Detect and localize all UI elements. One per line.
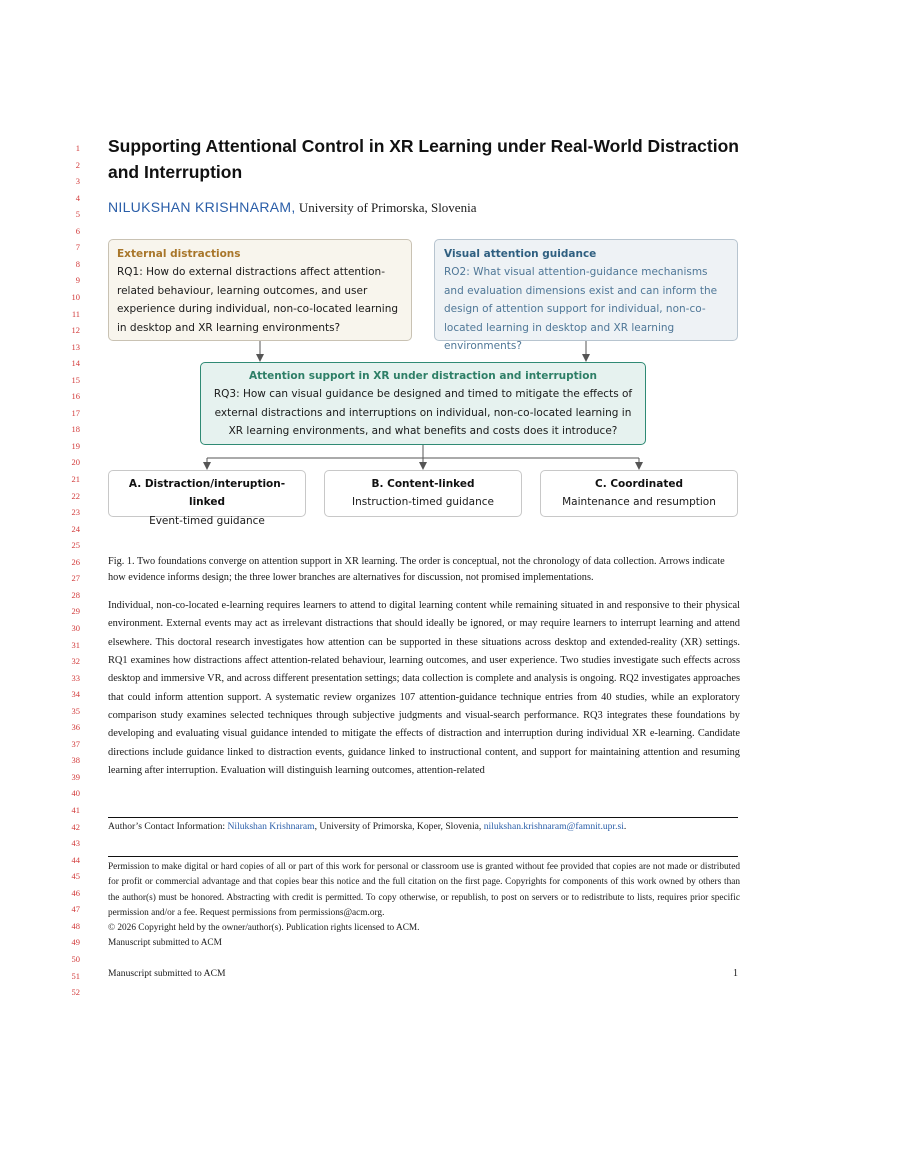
- line-number: 7: [75, 242, 80, 253]
- line-number: 47: [71, 904, 80, 915]
- line-number: 1: [75, 143, 80, 153]
- line-number: 41: [71, 805, 80, 815]
- branch-a-heading: A. Distraction/interuption-linked: [128, 478, 286, 509]
- line-number: 10: [71, 291, 80, 302]
- line-number: 16: [71, 391, 80, 402]
- author-name: NILUKSHAN KRISHNARAM,: [108, 199, 296, 215]
- line-number: 4: [75, 192, 80, 203]
- line-number: 22: [71, 490, 80, 501]
- contact-end: .: [623, 821, 627, 832]
- branch-c-subtitle: Maintenance and resumption: [562, 496, 716, 509]
- attention-support-heading: Attention support in XR under distraction and interruption: [249, 370, 597, 382]
- line-number: 42: [71, 821, 80, 832]
- copyright-line: © 2026 Copyright held by the owner/author(s). Publication rights licensed to ACM.: [108, 923, 420, 934]
- line-number: 23: [71, 507, 80, 518]
- visual-attention-guidance-heading: Visual attention guidance: [444, 248, 597, 260]
- line-number: 46: [71, 887, 80, 898]
- line-number: 14: [71, 358, 80, 369]
- rq3-text: RQ3: How can visual guidance be designed and timed to mitigate the effects of external distractions and interruptions on individual, non-co-located learning in XR learning environments, and what benefits and costs does it introduce?: [213, 388, 633, 438]
- author-affiliation: University of Primorska, Slovenia: [295, 200, 477, 215]
- line-number: 25: [71, 540, 80, 551]
- line-number: 36: [71, 722, 80, 733]
- branch-a-subtitle: Event-timed guidance: [149, 514, 265, 527]
- line-number: 26: [71, 556, 80, 567]
- line-number: 20: [71, 457, 80, 468]
- line-number: 43: [71, 838, 80, 849]
- branch-b-heading: B. Content-linked: [371, 478, 475, 490]
- line-number: 30: [71, 622, 80, 633]
- rq2-text: RO2: What visual attention-guidance mechanisms and evaluation dimensions exist and can inform the design of attention support for individual, non-co-located learning in desktop and XR learning environments?: [444, 266, 718, 353]
- branch-a-box: [108, 470, 306, 527]
- line-number: 3: [75, 176, 80, 187]
- line-number: 29: [71, 606, 80, 617]
- permission-block: [108, 860, 740, 952]
- line-number: 13: [71, 341, 80, 352]
- line-number: 5: [75, 209, 80, 220]
- line-number: 38: [71, 755, 80, 766]
- line-number: 9: [75, 275, 80, 286]
- line-number: 28: [71, 589, 80, 600]
- page-number: 1: [733, 968, 738, 979]
- contact-label: Author’s Contact Information:: [108, 821, 228, 832]
- footer-manuscript: Manuscript submitted to ACM: [108, 968, 226, 979]
- line-number: 51: [71, 970, 80, 981]
- branch-c-heading: C. Coordinated: [595, 478, 683, 490]
- body-paragraph: Individual, non-co-located e-learning requires learners to attend to digital learning content while remaining situated in and responsive to their physical environment. External events may act as irrelevant distractions that should ideally be ignored, or may require learners to interrupt learning and attend elsewhere. This doctoral research investigates how attention can be supported in these situations across desktop and extended-reality (XR) settings. RQ1 examines how distractions affect attention-related behaviour, learning outcomes, and user experience. Two studies investigate such effects across desktop and immersive VR, and across different presentation settings; data collection is complete and analysis is ongoing. RQ2 investigates approaches that could inform attention support. A systematic review organizes 107 attention-guidance technique entries from 40 studies, while an exploratory comparison study examines selected techniques through subjective judgments and visual-search performance. RQ3 integrates these foundations by developing and evaluating visual guidance intended to mitigate the effects of distraction and interruption during individual XR e-learning. Candidate directions include guidance linked to distraction events, guidance linked to instructional content, and support for maintaining attention and resuming learning after interruption. Evaluation will distinguish learning outcomes, attention-related: [108, 600, 740, 777]
- line-number: 15: [71, 374, 80, 385]
- line-number: 6: [75, 225, 80, 236]
- permission-text: Permission to make digital or hard copies of all or part of this work for personal or classroom use is granted without fee provided that copies are not made or distributed for profit or commercial advantage and that copies bear this notice and the full citation on the first page. Copyrights for components of this work owned by others than the author(s) must be honored. Abstracting with credit is permitted. To copy otherwise, or republish, to post on servers or to redistribute to lists, requires prior specific permission and/or a fee. Request permissions from permissions@acm.org.: [108, 862, 740, 918]
- visual-attention-guidance-box: [434, 239, 738, 353]
- line-number: 49: [71, 937, 80, 948]
- line-number: 17: [71, 407, 80, 418]
- submitted-line: Manuscript submitted to ACM: [108, 938, 222, 949]
- line-number: 50: [71, 953, 80, 964]
- line-number: 44: [71, 854, 80, 865]
- line-number: 52: [71, 987, 80, 998]
- rq1-text: RQ1: How do external distractions affect attention-related behaviour, learning outcomes, and user experience during individual, non-co-located learning in desktop and XR learning environments?: [117, 266, 399, 334]
- title-line-1: Supporting Attentional Control in XR Learning under Real-World Distraction: [108, 136, 739, 156]
- line-number: 2: [75, 159, 80, 170]
- external-distractions-box: [108, 239, 412, 341]
- line-number: 32: [71, 656, 80, 667]
- permission-rule: [108, 856, 738, 857]
- contact-info: [108, 821, 748, 832]
- contact-author-link[interactable]: Nilukshan Krishnaram: [227, 821, 315, 832]
- line-number: 40: [71, 788, 80, 799]
- line-number: 39: [71, 771, 80, 782]
- line-number: 18: [71, 424, 80, 435]
- line-number: 19: [71, 440, 80, 451]
- title-line-2: and Interruption: [108, 162, 243, 182]
- figure-caption: Fig. 1. Two foundations converge on attention support in XR learning. The order is conceptual, not the chronology of data collection. Arrows indicate how evidence informs design; the three lower branches are alternatives for discussion, not promised implementations.: [108, 556, 725, 583]
- line-number: 45: [71, 871, 80, 882]
- line-number: 33: [71, 672, 80, 683]
- line-number: 27: [71, 573, 80, 584]
- branch-b-box: [324, 470, 522, 517]
- line-number: 11: [71, 308, 80, 319]
- line-number: 8: [75, 258, 80, 269]
- external-distractions-heading: External distractions: [117, 248, 241, 260]
- line-number: 12: [71, 325, 80, 336]
- line-number: 34: [71, 689, 80, 700]
- line-number: 37: [71, 738, 80, 749]
- contact-email-link[interactable]: nilukshan.krishnaram@famnit.upr.si: [483, 821, 624, 832]
- attention-support-box: [200, 362, 646, 445]
- line-number: 48: [71, 920, 80, 931]
- line-number: 31: [71, 639, 80, 650]
- line-number: 35: [71, 705, 80, 716]
- contact-rule: [108, 817, 738, 818]
- line-number: 21: [71, 474, 80, 484]
- branch-b-subtitle: Instruction-timed guidance: [352, 496, 494, 509]
- line-number: 24: [71, 523, 80, 534]
- contact-affiliation: , University of Primorska, Koper, Slovenia,: [314, 821, 484, 832]
- branch-c-box: [540, 470, 738, 517]
